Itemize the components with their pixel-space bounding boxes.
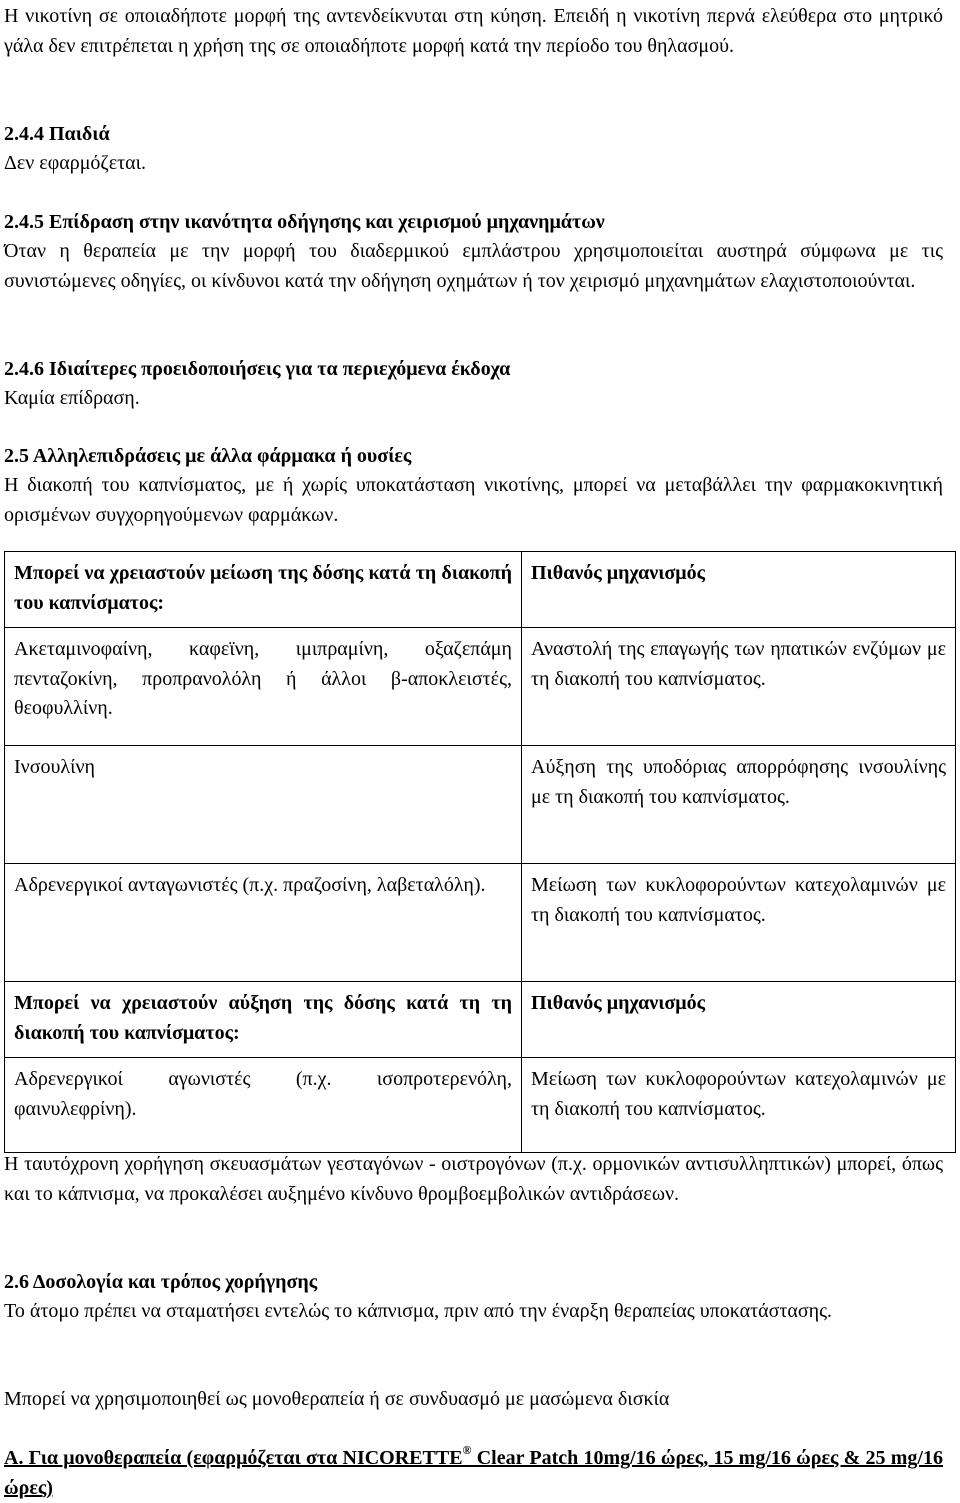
intro-paragraph: Η νικοτίνη σε οποιαδήποτε μορφή της αντενδείκνυται στη κύηση. Επειδή η νικοτίνη περνά ελεύθερα στο μητρικό γάλα δεν επιτρέπεται η χρήση της σε οποιαδήποτε μορφή κατά την περίοδο του θηλασμού. xyxy=(4,5,943,57)
section-2-4-4-heading: 2.4.4 Παιδιά xyxy=(4,123,110,145)
table-row xyxy=(5,1058,956,1153)
section-a-heading-part1: A. Για μονοθεραπεία (εφαρμόζεται στα NICORETTE xyxy=(4,1447,463,1469)
header-text: Μπορεί να χρειαστούν μείωση της δόσης κατά τη διακοπή του καπνίσματος: xyxy=(14,562,512,614)
section-2-4-5-heading: 2.4.5 Επίδραση στην ικανότητα οδήγησης και χειρισμού μηχανημάτων xyxy=(4,211,605,233)
section-2-5-body: Η διακοπή του καπνίσματος, με ή χωρίς υποκατάσταση νικοτίνης, μπορεί να μεταβάλλει την φαρμακοκινητική ορισμένων συγχορηγούμενων φαρμάκων. xyxy=(4,474,943,526)
interactions-table xyxy=(4,551,956,1153)
table-cell-mechanism: Μείωση των κυκλοφορούντων κατεχολαμινών με τη διακοπή του καπνίσματος. xyxy=(522,1058,956,1153)
section-2-4-6-heading: 2.4.6 Ιδιαίτερες προειδοποιήσεις για τα περιεχόμενα έκδοχα xyxy=(4,358,511,380)
section-a-heading xyxy=(4,1444,943,1503)
table-cell-drug: Αδρενεργικοί αγωνιστές (π.χ. ισοπροτερενόλη, φαινυλεφρίνη). xyxy=(5,1058,522,1153)
table-cell-drug: Ακεταμινοφαίνη, καφεϊνη, ιμιπραμίνη, οξαζεπάμη πενταζοκίνη, προπρανολόλη ή άλλοι β-αποκλειστές, θεοφυλλίνη. xyxy=(5,628,522,746)
table-row xyxy=(5,982,956,1058)
section-2-6-body-2: Μπορεί να χρησιμοποιηθεί ως μονοθεραπεία ή σε συνδυασμό με μασώμενα δισκία xyxy=(4,1388,670,1410)
section-2-6-body: Το άτομο πρέπει να σταματήσει εντελώς το κάπνισμα, πριν από την έναρξη θεραπείας υποκατάστασης. xyxy=(4,1300,833,1322)
table-cell-mechanism: Αύξηση της υποδόριας απορρόφησης ινσουλίνης με τη διακοπή του καπνίσματος. xyxy=(522,746,956,864)
table-header-mechanism xyxy=(522,552,956,628)
after-table-paragraph: Η ταυτόχρονη χορήγηση σκευασμάτων γεσταγόνων - οιστρογόνων (π.χ. ορμονικών αντισυλληπτικών) μπορεί, όπως και το κάπνισμα, να προκαλέσει αυξημένο κίνδυνο θρομβοεμβολικών αντιδράσεων. xyxy=(4,1153,943,1205)
header-text: Πιθανός μηχανισμός xyxy=(531,562,706,584)
table-cell-mechanism: Μείωση των κυκλοφορούντων κατεχολαμινών με τη διακοπή του καπνίσματος. xyxy=(522,864,956,982)
header-text: Μπορεί να χρειαστούν αύξηση της δόσης κατά τη τη διακοπή του καπνίσματος: xyxy=(14,992,512,1044)
table-cell-drug: Αδρενεργικοί ανταγωνιστές (π.χ. πραζοσίνη, λαβεταλόλη). xyxy=(5,864,522,982)
section-2-6-heading: 2.6 Δοσολογία και τρόπος χορήγησης xyxy=(4,1271,318,1293)
section-2-4-5-body: Όταν η θεραπεία με την μορφή του διαδερμικού εμπλάστρου χρησιμοποιείται αυστηρά σύμφωνα με τις συνιστώμενες οδηγίες, οι κίνδυνοι κατά την οδήγηση οχημάτων ή τον χειρισμό μηχανημάτων ελαχιστοποιούνται. xyxy=(4,240,943,292)
table-row xyxy=(5,552,956,628)
header-text: Πιθανός μηχανισμός xyxy=(531,992,706,1014)
table-row xyxy=(5,864,956,982)
section-2-4-6-body: Καμία επίδραση. xyxy=(4,387,140,409)
table-cell-mechanism: Αναστολή της επαγωγής των ηπατικών ενζύμων με τη διακοπή του καπνίσματος. xyxy=(522,628,956,746)
table-row xyxy=(5,628,956,746)
table-header-dose-increase xyxy=(5,982,522,1058)
table-row xyxy=(5,746,956,864)
registered-trademark-mark: ® xyxy=(462,1443,472,1457)
table-header-dose-decrease xyxy=(5,552,522,628)
section-a-heading-part2: Clear Patch 10mg/16 ώρες, 15 mg/16 ώρες & 25 mg/16 ώρες) xyxy=(4,1447,943,1499)
section-2-5-heading: 2.5 Αλληλεπιδράσεις με άλλα φάρμακα ή ουσίες xyxy=(4,445,412,467)
section-2-4-4-body: Δεν εφαρμόζεται. xyxy=(4,152,147,174)
table-cell-drug: Ινσουλίνη xyxy=(5,746,522,864)
table-header-mechanism xyxy=(522,982,956,1058)
